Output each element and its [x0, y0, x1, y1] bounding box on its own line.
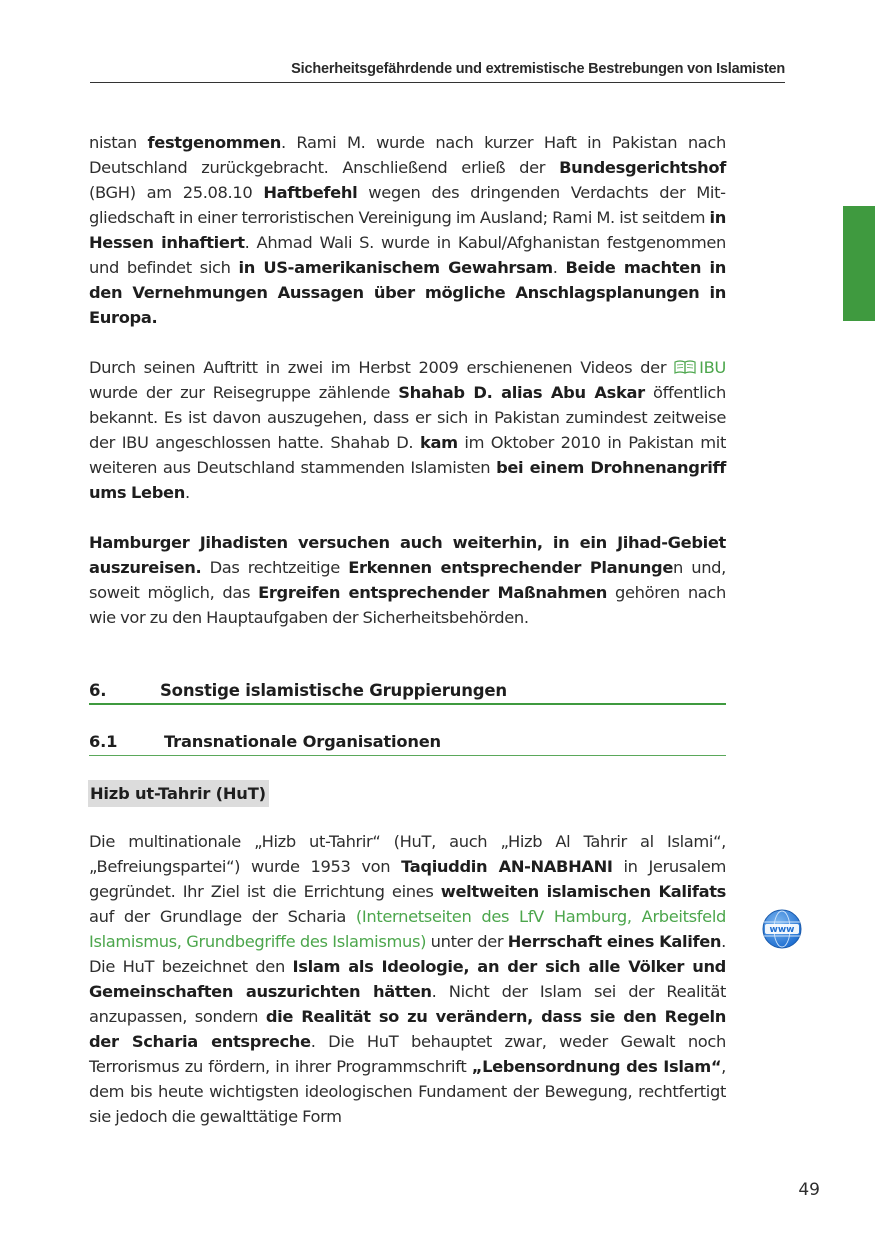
text-run: in Jerusalem gegründet. Ihr Ziel ist die Errichtung eines [89, 857, 727, 901]
running-header: Sicherheitsgefährdende und extremistische Bestrebungen von Islamisten [291, 61, 785, 77]
subsection-title: Transnationale Organisationen [164, 732, 441, 751]
text-run: kam [419, 433, 458, 452]
text-run: . [552, 258, 566, 277]
text-run: im Oktober 2010 in Pakistan mit weiteren aus Deutschland stammenden Islamisten [89, 433, 726, 477]
svg-text:www: www [769, 925, 795, 936]
text-run: unter der [426, 932, 508, 951]
subsection-heading [89, 732, 726, 756]
text-run: Beide machten in den Vernehmungen Aussagen über mögliche Anschlagsplanungen in Europa. [89, 258, 726, 327]
text-run: gehören nach wie vor zu den Hauptaufgaben der Sicherheitsbehörden. [89, 583, 726, 627]
text-run: (BGH) am 25.08.10 [89, 183, 264, 202]
text-run: in US-amerikanischem Gewahrsam [238, 258, 553, 277]
text-run: . Ahmad Wali S. wurde in Kabul/Afghanistan festgenommen und befindet sich [89, 233, 726, 277]
section-title: Sonstige islamistische Gruppierungen [160, 681, 507, 700]
text-run: Taqiuddin AN-NABHANI [401, 857, 613, 876]
text-run: . Nicht der Islam sei der Realität anzupassen, sondern [89, 982, 726, 1026]
paragraph-1 [89, 130, 726, 330]
text-run: auf der Grundlage der Scharia [89, 907, 356, 926]
text-run: öffentlich bekannt. Es ist davon auszugehen, dass er sich in Pakistan zumindest zeitweise der IBU angeschlossen hatte. Shahab D. [89, 383, 726, 452]
text-run: weltweiten islamischen Kalifats [440, 882, 726, 901]
paragraph-4 [89, 829, 726, 1129]
text-run: . Die HuT behauptet zwar, weder Gewalt noch Terrorismus zu fördern, in ihrer Programmschrift [89, 1032, 726, 1076]
text-run: Bundesgerichtshof [559, 158, 726, 177]
text-run: Erkennen entsprechender Planunge [348, 558, 674, 577]
text-run: wegen des dringenden Verdachts der Mitgliedschaft in einer terroristischen Vereinigung im Ausland; Rami M. ist seitdem [89, 183, 726, 227]
text-run: Haftbefehl [263, 183, 358, 202]
paragraph-3 [89, 530, 726, 630]
text-run: . Die HuT bezeichnet den [89, 932, 726, 976]
text-run: Ergreifen entsprechender Maßnahmen [258, 583, 608, 602]
text-run: . [184, 483, 190, 502]
text-run: . Rami M. wurde nach kurzer Haft in Pakistan nach Deutschland zurückgebracht. Anschließend erließ der [89, 133, 727, 177]
organization-label: Hizb ut-Tahrir (HuT) [88, 780, 269, 807]
paragraph-2 [89, 355, 726, 505]
section-heading [89, 681, 726, 705]
green-reference-text[interactable]: IBU [699, 358, 726, 377]
book-icon [674, 360, 696, 374]
section-number: 6. [89, 681, 107, 700]
text-run: festgenommen [147, 133, 281, 152]
text-run: „Lebensordnung des Islam“ [471, 1057, 722, 1076]
subsection-number: 6.1 [89, 732, 118, 751]
text-run: die Realität so zu verändern, dass sie den Regeln der Scharia entspreche [89, 1007, 726, 1051]
text-run: Das rechtzeitige [201, 558, 349, 577]
text-run: Durch seinen Auftritt in zwei im Herbst 2009 erschienenen Videos der [89, 358, 675, 377]
text-run: Hamburger Jihadisten versuchen auch weiterhin, in ein Jihad-Gebiet auszureisen. [89, 533, 726, 577]
text-run: bei einem Drohnenangriff ums Leben [89, 458, 726, 502]
text-run: Herrschaft eines Kalifen [507, 932, 722, 951]
text-run: , dem bis heute wichtigsten ideologischen Fundament der Bewegung, rechtfertigt sie jedoch die gewalttätige Form [89, 1057, 726, 1126]
text-run: n und, soweit möglich, das [89, 558, 726, 602]
text-run: Islam als Ideologie, an der sich alle Völker und Gemeinschaften auszurichten hätten [89, 957, 726, 1001]
www-globe-icon[interactable] [762, 909, 802, 949]
text-run: in Hessen inhaftiert [89, 208, 726, 252]
page-number: 49 [798, 1180, 820, 1200]
green-reference-text[interactable]: (Internetseiten des LfV Hamburg, Arbeitsfeld Islamismus, Grundbegriffe des Islamismus) [89, 907, 726, 951]
chapter-tab-marker [843, 206, 875, 321]
text-run: nistan [89, 133, 148, 152]
text-run: Die multinationale „Hizb ut-Tahrir“ (HuT, auch „Hizb Al Tahrir al Islami“, „Befreiungspartei“) wurde 1953 von [89, 832, 726, 876]
text-run: wurde der zur Reisegruppe zählende [89, 383, 399, 402]
text-run: Shahab D. alias Abu Askar [398, 383, 645, 402]
header-rule [90, 82, 785, 83]
